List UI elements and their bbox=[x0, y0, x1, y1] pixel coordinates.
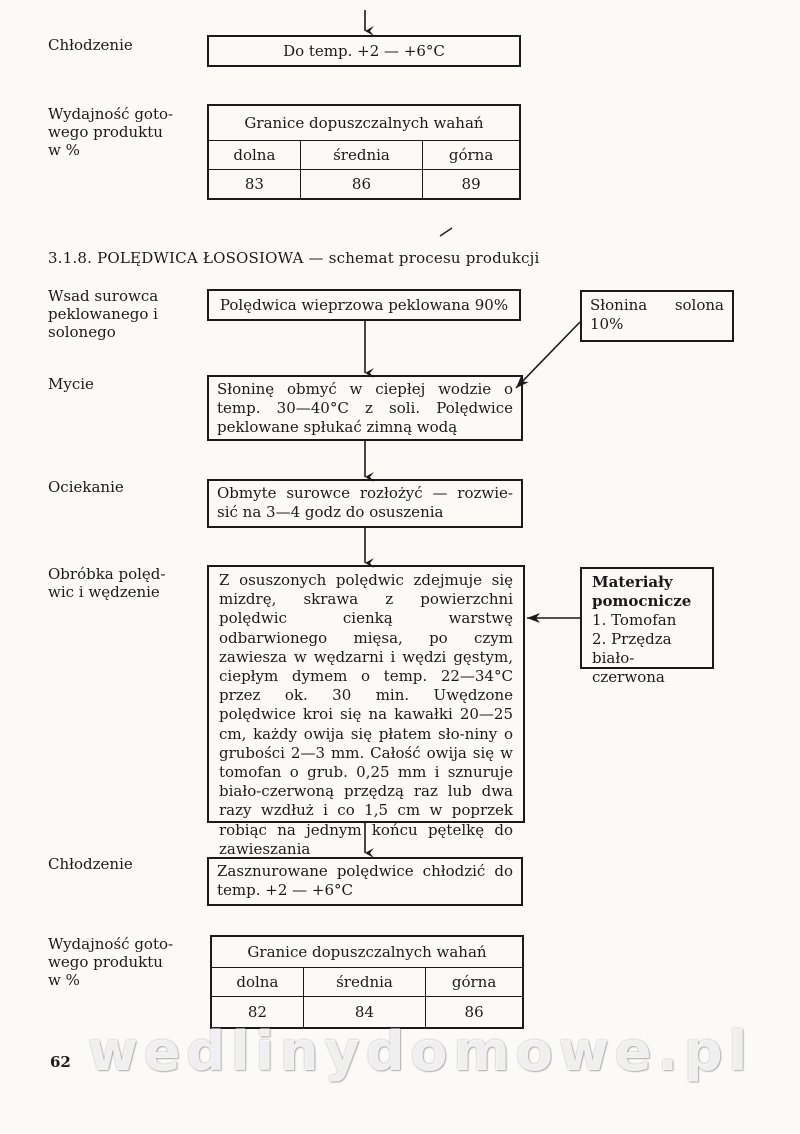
cooling-box-text: Zasznurowane polędwice chłodzić do temp. +2 — +6°C bbox=[217, 862, 513, 899]
side-box-text: Słonina solona 10% bbox=[590, 296, 724, 333]
materials-item-1: 1. Tomofan bbox=[592, 611, 677, 629]
cooling-box bbox=[207, 857, 523, 906]
yield-label: Wydajność goto-wego produktu w % bbox=[48, 935, 174, 989]
smoking-label: Obróbka polęd-wic i wędzenie bbox=[48, 565, 166, 601]
input-box bbox=[207, 289, 521, 321]
top-yield-table bbox=[207, 104, 521, 200]
washing-box-text: Słoninę obmyć w ciepłej wodzie o temp. 30—40°C z soli. Polędwice peklowane spłukać zimną wodą bbox=[217, 380, 513, 436]
materials-item-2: 2. Przędza biało-czerwona bbox=[592, 630, 672, 686]
yield-table bbox=[210, 935, 524, 1029]
bottom-yield-col-gorna: górna bbox=[426, 968, 523, 997]
draining-box bbox=[207, 479, 523, 528]
materials-box bbox=[580, 567, 714, 686]
yield-col-dolna: dolna bbox=[208, 141, 300, 170]
smoking-box-text: Z osuszonych polędwic zdejmuje się mizdrę, skrawa z powierzchni polędwic cienką warstwę odbarwionego mięsa, po czym zawiesza w wędzarni i wędzi gęstym, ciepłym dymem o temp. 22—34°C przez ok. 30 min. Uwędzone polędwice kroi się na kawałki 20—25 cm, każdy owija się płatem sło-niny o grubości 2—3 mm. Całość owija się w tomofan o grub. 0,25 mm i sznuruje biało-czerwoną przędzą raz lub dwa razy wzdłuż i co 1,5 cm w poprzek robiąc na jednym końcu pętelkę do zawieszania bbox=[219, 571, 513, 858]
yield-table-header: Granice dopuszczalnych wahań bbox=[208, 105, 520, 141]
washing-label: Mycie bbox=[48, 375, 94, 393]
stray-mark bbox=[440, 228, 452, 236]
bottom-yield-value-srednia: 84 bbox=[303, 997, 425, 1029]
bottom-yield-value-gorna: 86 bbox=[426, 997, 523, 1029]
yield-value-dolna: 83 bbox=[208, 170, 300, 200]
materials-title: Materiały pomocnicze bbox=[592, 573, 692, 610]
section-heading: 3.1.8. POLĘDWICA ŁOSOSIOWA — schemat procesu produkcji bbox=[48, 249, 540, 267]
washing-box bbox=[207, 375, 523, 441]
input-box-text: Polędwica wieprzowa peklowana 90% bbox=[219, 296, 509, 314]
cooling-label: Chłodzenie bbox=[48, 855, 133, 873]
watermark: wedlinydomowe.pl bbox=[88, 1020, 754, 1083]
draining-box-text: Obmyte surowce rozłożyć — rozwie-sić na 3—4 godz do osuszenia bbox=[217, 484, 513, 521]
bottom-yield-header: Granice dopuszczalnych wahań bbox=[211, 936, 523, 968]
bottom-yield-value-dolna: 82 bbox=[211, 997, 303, 1029]
bottom-yield-col-dolna: dolna bbox=[211, 968, 303, 997]
smoking-box bbox=[207, 565, 525, 858]
side-box bbox=[580, 290, 734, 342]
top-yield-label: Wydajność goto-wego produktu w % bbox=[48, 105, 174, 159]
bottom-yield-col-srednia: średnia bbox=[303, 968, 425, 997]
page-number: 62 bbox=[50, 1053, 71, 1071]
yield-col-gorna: górna bbox=[423, 141, 520, 170]
input-label: Wsad surowca peklowanego i solonego bbox=[48, 287, 159, 341]
arrow-side-washing bbox=[516, 322, 580, 388]
yield-value-srednia: 86 bbox=[300, 170, 422, 200]
top-cooling-box bbox=[207, 35, 521, 67]
yield-col-srednia: średnia bbox=[300, 141, 422, 170]
yield-value-gorna: 89 bbox=[423, 170, 520, 200]
top-cooling-label: Chłodzenie bbox=[48, 36, 133, 54]
top-cooling-text: Do temp. +2 — +6°C bbox=[283, 42, 445, 60]
draining-label: Ociekanie bbox=[48, 478, 124, 496]
